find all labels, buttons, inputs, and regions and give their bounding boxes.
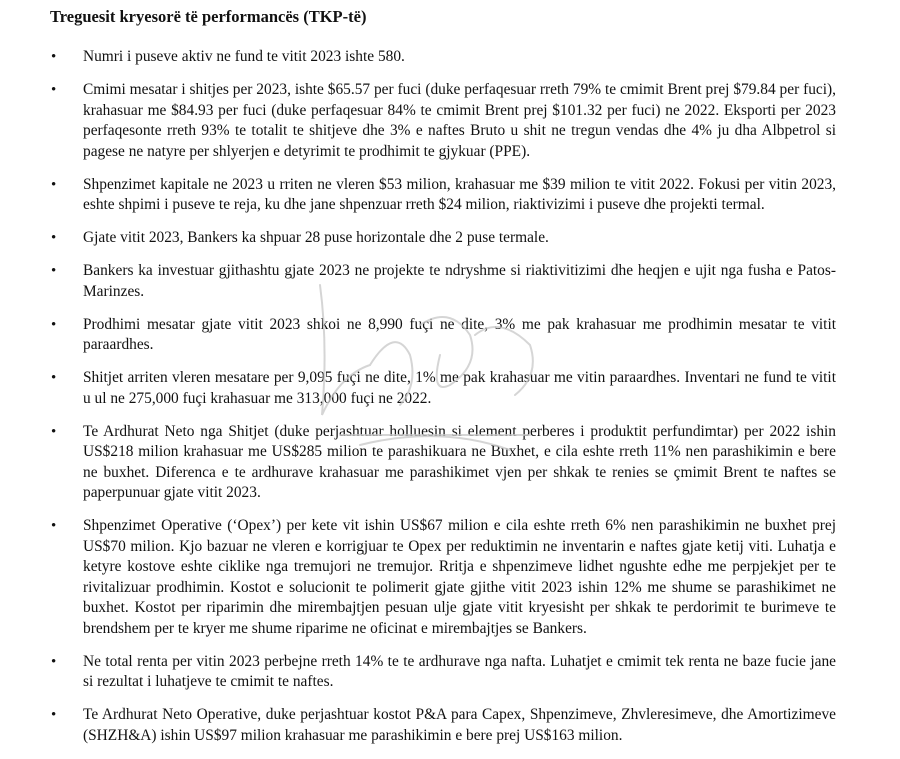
bullet-icon: • <box>51 82 57 98</box>
bullet-icon: • <box>51 423 57 440</box>
list-item <box>0 368 900 409</box>
list-item <box>0 516 900 639</box>
bullet-icon: • <box>51 263 57 279</box>
list-item <box>0 652 900 693</box>
list-item-text: Shitjet arriten vleren mesatare per 9,095 fuçi ne dite, 1% me pak krahasuar me vitin paraardhes. Inventari ne fund te vitit u ul ne 275,000 fuçi krahasuar me 313,000 fuçi ne 2022. <box>83 369 836 407</box>
list-item <box>0 80 900 162</box>
list-item-text: Te Ardhurat Neto Operative, duke perjashtuar kostot P&A para Capex, Shpenzimeve, Zhvleresimeve, dhe Amortizimeve (SHZH&A) ishin US$97 milion krahasuar me parashikimin e bere prej US$163 milion. <box>83 706 836 744</box>
list-item-text: Cmimi mesatar i shitjes per 2023, ishte $65.57 per fuci (duke perfaqesuar rreth 79% te cmimit Brent prej $79.84 per fuci), krahasuar me $84.93 per fuci (duke perfaqesuar 84% te cmimit Brent prej $101.32 per fuci) ne 2022. Eksporti per 2023 perfaqesonte rreth 93% te totalit te shitjeve dhe 3% e naftes Bruto u shit ne tregun vendas dhe 4% ju dha Albpetrol si pagese ne natyre per shlyerjen e detyrimit te prodhimit te gjykuar (PPE). <box>83 81 836 160</box>
list-item <box>0 175 900 216</box>
list-item-text: Shpenzimet kapitale ne 2023 u rriten ne vleren $53 milion, krahasuar me $39 milion te vitit 2022. Fokusi per vitin 2023, eshte shpimi i puseve te reja, ku dhe jane shpenzuar rreth $24 milion, riaktivizimi i puseve dhe projekti termal. <box>83 175 836 213</box>
list-item-text: Prodhimi mesatar gjate vitit 2023 shkoi ne 8,990 fuçi ne dite, 3% me pak krahasuar me prodhimin mesatar te vitit paraardhes. <box>83 315 836 353</box>
list-item <box>0 228 900 249</box>
section-title: Treguesit kryesorë të performancës (TKP-të) <box>50 7 367 26</box>
bullet-icon: • <box>51 316 57 333</box>
kpi-bullet-list <box>0 47 900 759</box>
list-item-text: Shpenzimet Operative (‘Opex’) per kete vit ishin US$67 milion e cila eshte rreth 6% nen parashikimin ne buxhet prej US$70 milion. Kjo bazuar ne vleren e korrigjuar te Opex per reduktimin ne inventarin e naftes gjate ketij viti. Luhatja e ketyre kostove eshte ciklike nga tremujori ne tremujor. Rritja e shpenzimeve lidhet ngushte edhe me perpjekjet per te rivitalizuar prodhimin. Kostot e solucionit te polimerit gjate gjithe vitit 2023 ishin 12% me shume se parashikimet ne buxhet. Kostot per riparimin dhe mirembajtjen pesuan ulje gjate vitit kryesisht per shkak te perdorimit te burimeve te brendshem per te kryer me shume riparime ne oficinat e mirembajtjes se Bankers. <box>83 517 836 637</box>
list-item-text: Gjate vitit 2023, Bankers ka shpuar 28 puse horizontale dhe 2 puse termale. <box>83 229 549 246</box>
bullet-icon: • <box>51 707 57 723</box>
list-item <box>0 422 900 504</box>
bullet-icon: • <box>51 370 57 386</box>
list-item-text: Bankers ka investuar gjithashtu gjate 2023 ne projekte te ndryshme si riaktivitizimi dhe heqjen e ujit nga fusha e Patos-Marinzes. <box>83 262 836 300</box>
list-item-text: Numri i puseve aktiv ne fund te vitit 2023 ishte 580. <box>83 48 405 65</box>
bullet-icon: • <box>51 518 57 534</box>
list-item <box>0 315 900 356</box>
list-item <box>0 705 900 746</box>
bullet-icon: • <box>51 176 57 193</box>
list-item-text: Ne total renta per vitin 2023 perbejne rreth 14% te te ardhurave nga nafta. Luhatjet e cmimit tek renta ne baze fucie jane si rezultat i luhatjeve te cmimit te naftes. <box>83 652 836 690</box>
list-item <box>0 261 900 302</box>
bullet-icon: • <box>51 230 57 246</box>
list-item <box>0 47 900 68</box>
list-item-text: Te Ardhurat Neto nga Shitjet (duke perjashtuar holluesin si element perberes i produktit perfundimtar) per 2022 ishin US$218 milion krahasuar me US$285 milion te parashikuara ne Buxhet, e cila eshte rreth 11% nen parashikimin e bere ne buxhet. Diferenca e te ardhurave krahasuar me parashikimet vjen per shkak te renies se çmimit Brent te naftes se paperpunuar gjate vitit 2023. <box>83 422 836 501</box>
bullet-icon: • <box>51 653 57 670</box>
bullet-icon: • <box>51 49 57 65</box>
